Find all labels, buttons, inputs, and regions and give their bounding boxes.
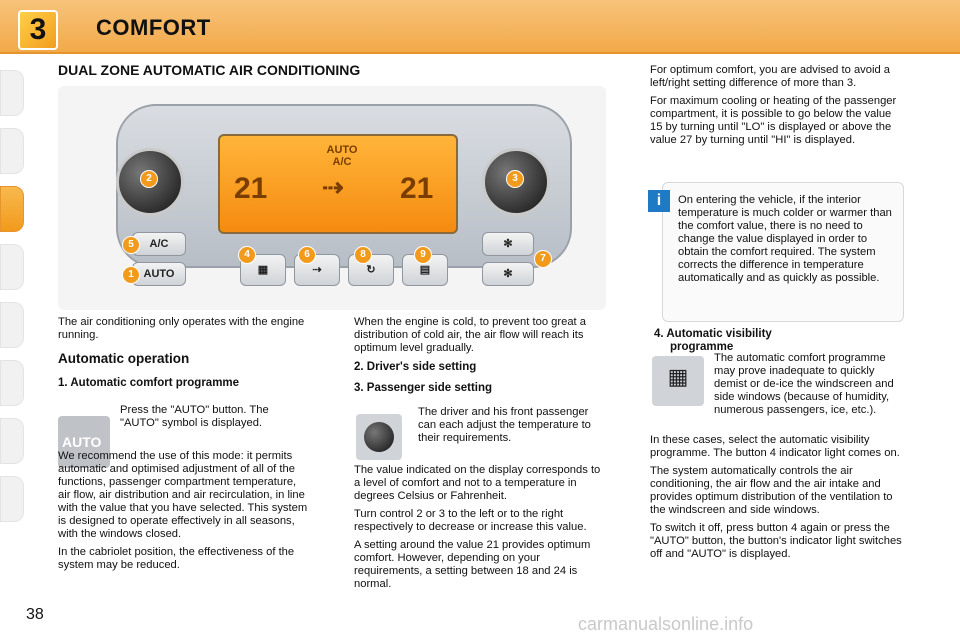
chapter-tab-active[interactable] (0, 186, 24, 232)
chapter-tabs (0, 70, 34, 534)
fan-up-button[interactable]: ✻ (482, 232, 534, 256)
chapter-tab[interactable] (0, 418, 24, 464)
col1-body (58, 450, 308, 577)
distribution-button[interactable]: ⇢ (294, 254, 340, 286)
auto-button-icon: AUTO (58, 416, 110, 468)
callout-1: 1 (122, 266, 140, 284)
chapter-tab[interactable] (0, 360, 24, 406)
col3-p1: For optimum comfort, you are advised to avoid a left/right setting difference of more than 3. (650, 64, 891, 89)
col2-p5: A setting around the value 21 provides optimum comfort. However, depending on your requirements, a setting between 18 and 24 is normal. (354, 539, 591, 590)
chapter-tab[interactable] (0, 302, 24, 348)
col3-p4: In these cases, select the automatic visibility programme. The button 4 indicator light comes on. (650, 434, 900, 459)
info-icon: i (648, 190, 670, 212)
section-title: DUAL ZONE AUTOMATIC AIR CONDITIONING (58, 62, 361, 78)
climate-panel-photo (58, 86, 606, 310)
display-auto-ac: AUTO A/C (326, 144, 358, 168)
temp-knob-icon (356, 414, 402, 460)
col2-p4: Turn control 2 or 3 to the left or to the right respectively to decrease or increase this value. (354, 508, 587, 533)
col2-p3: The value indicated on the display corresponds to a level of comfort and not to a temperature in degrees Celsius or Fahrenheit. (354, 464, 601, 502)
callout-3: 3 (506, 170, 524, 188)
col2-body (354, 464, 606, 596)
chapter-title: COMFORT (96, 15, 211, 40)
ac-button[interactable]: A/C (132, 232, 186, 256)
col1-p3: In the cabriolet position, the effectiveness of the system may be reduced. (58, 546, 295, 571)
col3-body (650, 434, 904, 566)
callout-5: 5 (122, 236, 140, 254)
subhead-4: 4. Automatic visibility programme (654, 328, 772, 353)
callout-6: 6 (298, 246, 316, 264)
col3-p6: To switch it off, press button 4 again or press the "AUTO" button, the button's indicator light switches off and "AUTO" is displayed. (650, 522, 902, 560)
recirculation-button[interactable]: ↻ (348, 254, 394, 286)
column-1 (58, 316, 308, 394)
column-3 (650, 64, 904, 152)
watermark: carmanualsonline.info (578, 614, 754, 634)
chapter-tab[interactable] (0, 476, 24, 522)
left-temp-display: 21 (234, 172, 268, 205)
col2-p1: When the engine is cold, to prevent too great a distribution of cold air, the air flow will reach its optimum level gradually. (354, 316, 586, 354)
rear-demist-button[interactable]: ▤ (402, 254, 448, 286)
col3-p3: The automatic comfort programme may prove inadequate to quickly demist or de-ice the windscreen and side windows (because of humidity, numerous passengers, ice, etc.). (714, 352, 894, 416)
col1-p2: We recommend the use of this mode: it permits automatic and optimised adjustment of all of the functions, passenger compartment temperature, air flow, air distribution and air recirculation, in line with the value that you have selected. This system is designed to operate effectively in all seasons, with the windows closed. (58, 450, 308, 540)
col3-p2: For maximum cooling or heating of the passenger compartment, it is possible to go below the value 15 by turning until "LO" is displayed or above the value 27 by turning until "HI" is displayed. (650, 95, 897, 146)
col3-p5: The system automatically controls the air conditioning, the air flow and the air intake and provides optimum distribution of the ventilation to the windscreen and side windows. (650, 465, 893, 516)
visibility-button[interactable]: ▦ (240, 254, 286, 286)
col1-p1: Press the "AUTO" button. The "AUTO" symbol is displayed. (120, 404, 269, 429)
chapter-number-badge: 3 (18, 10, 58, 50)
callout-4: 4 (238, 246, 256, 264)
col2-p2: The driver and his front passenger can each adjust the temperature to their requirements. (418, 406, 591, 444)
chapter-tab[interactable] (0, 244, 24, 290)
airflow-icon: ⇢ (322, 172, 344, 202)
subhead-1: 1. Automatic comfort programme (58, 377, 240, 389)
page-number: 38 (26, 606, 44, 623)
fan-down-button[interactable]: ✻ (482, 262, 534, 286)
intro-text: The air conditioning only operates with the engine running. (58, 316, 305, 341)
subhead-2: 2. Driver's side setting (354, 361, 477, 373)
right-temp-display: 21 (400, 172, 434, 205)
heading-automatic-operation: Automatic operation (58, 351, 190, 366)
chapter-tab[interactable] (0, 128, 24, 174)
auto-button[interactable]: AUTO (132, 262, 186, 286)
visibility-icon: ▦ (652, 356, 704, 406)
info-text: On entering the vehicle, if the interior temperature is much colder or warmer than the comfort value, there is no need to change the value displayed in order to obtain the comfort required. The system corrects the difference in temperature automatically and as quickly as possible. (678, 194, 892, 284)
callout-7: 7 (534, 250, 552, 268)
climate-display (218, 134, 458, 234)
chapter-tab[interactable] (0, 70, 24, 116)
subhead-3: 3. Passenger side setting (354, 382, 493, 394)
callout-9: 9 (414, 246, 432, 264)
callout-2: 2 (140, 170, 158, 188)
column-2 (354, 316, 606, 399)
callout-8: 8 (354, 246, 372, 264)
